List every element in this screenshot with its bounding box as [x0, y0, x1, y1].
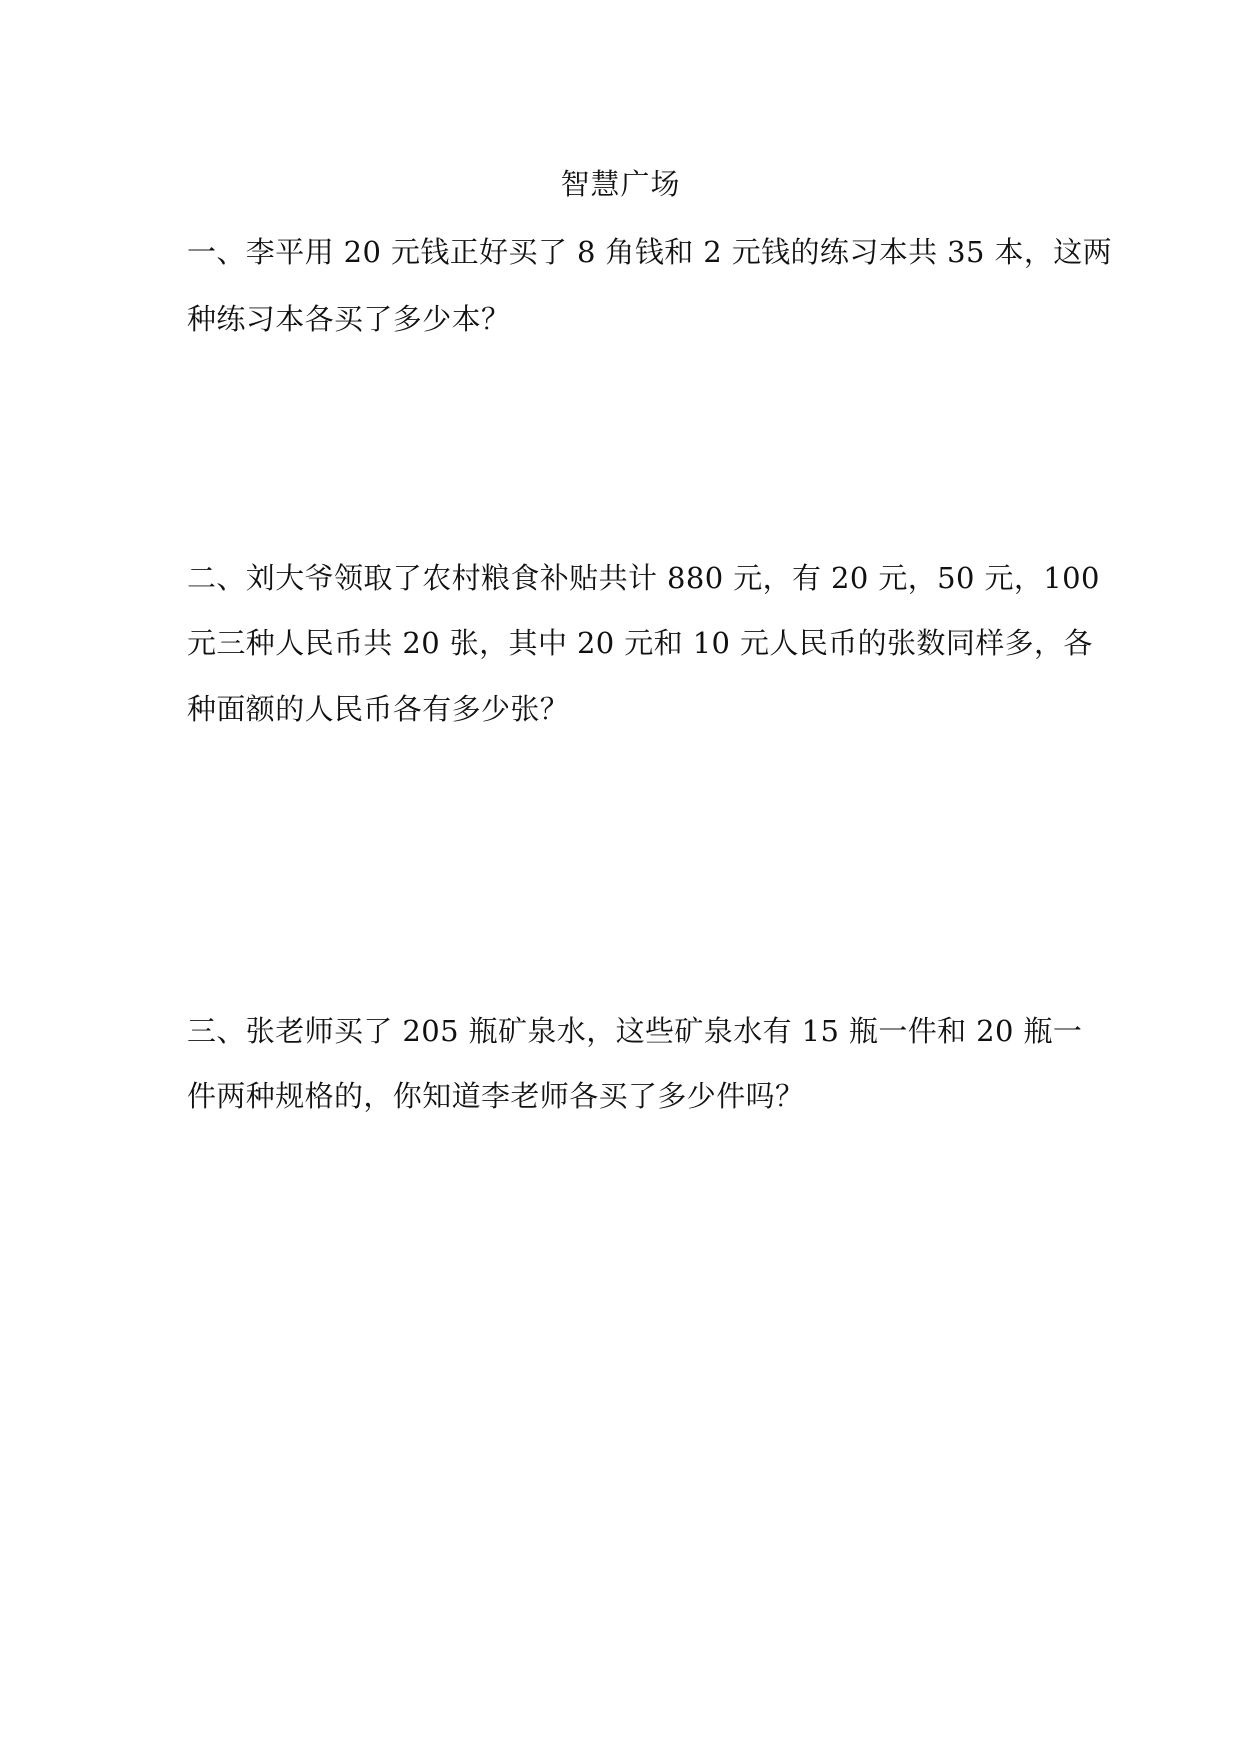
question-2-line-3: 种面额的人民币各有多少张？ [187, 692, 570, 726]
page-title: 智慧广场 [560, 167, 681, 201]
question-3-line-1: 三、张老师买了 205 瓶矿泉水，这些矿泉水有 15 瓶一件和 20 瓶一 [187, 1014, 1083, 1048]
question-3-line-2: 件两种规格的，你知道李老师各买了多少件吗？ [187, 1079, 805, 1113]
question-2-line-2: 元三种人民币共 20 张，其中 20 元和 10 元人民币的张数同样多，各 [187, 626, 1093, 660]
question-1-line-1: 一、李平用 20 元钱正好买了 8 角钱和 2 元钱的练习本共 35 本，这两 [187, 235, 1113, 269]
question-2-line-1: 二、刘大爷领取了农村粮食补贴共计 880 元，有 20 元，50 元，100 [187, 561, 1100, 595]
question-1-line-2: 种练习本各买了多少本？ [187, 302, 511, 336]
